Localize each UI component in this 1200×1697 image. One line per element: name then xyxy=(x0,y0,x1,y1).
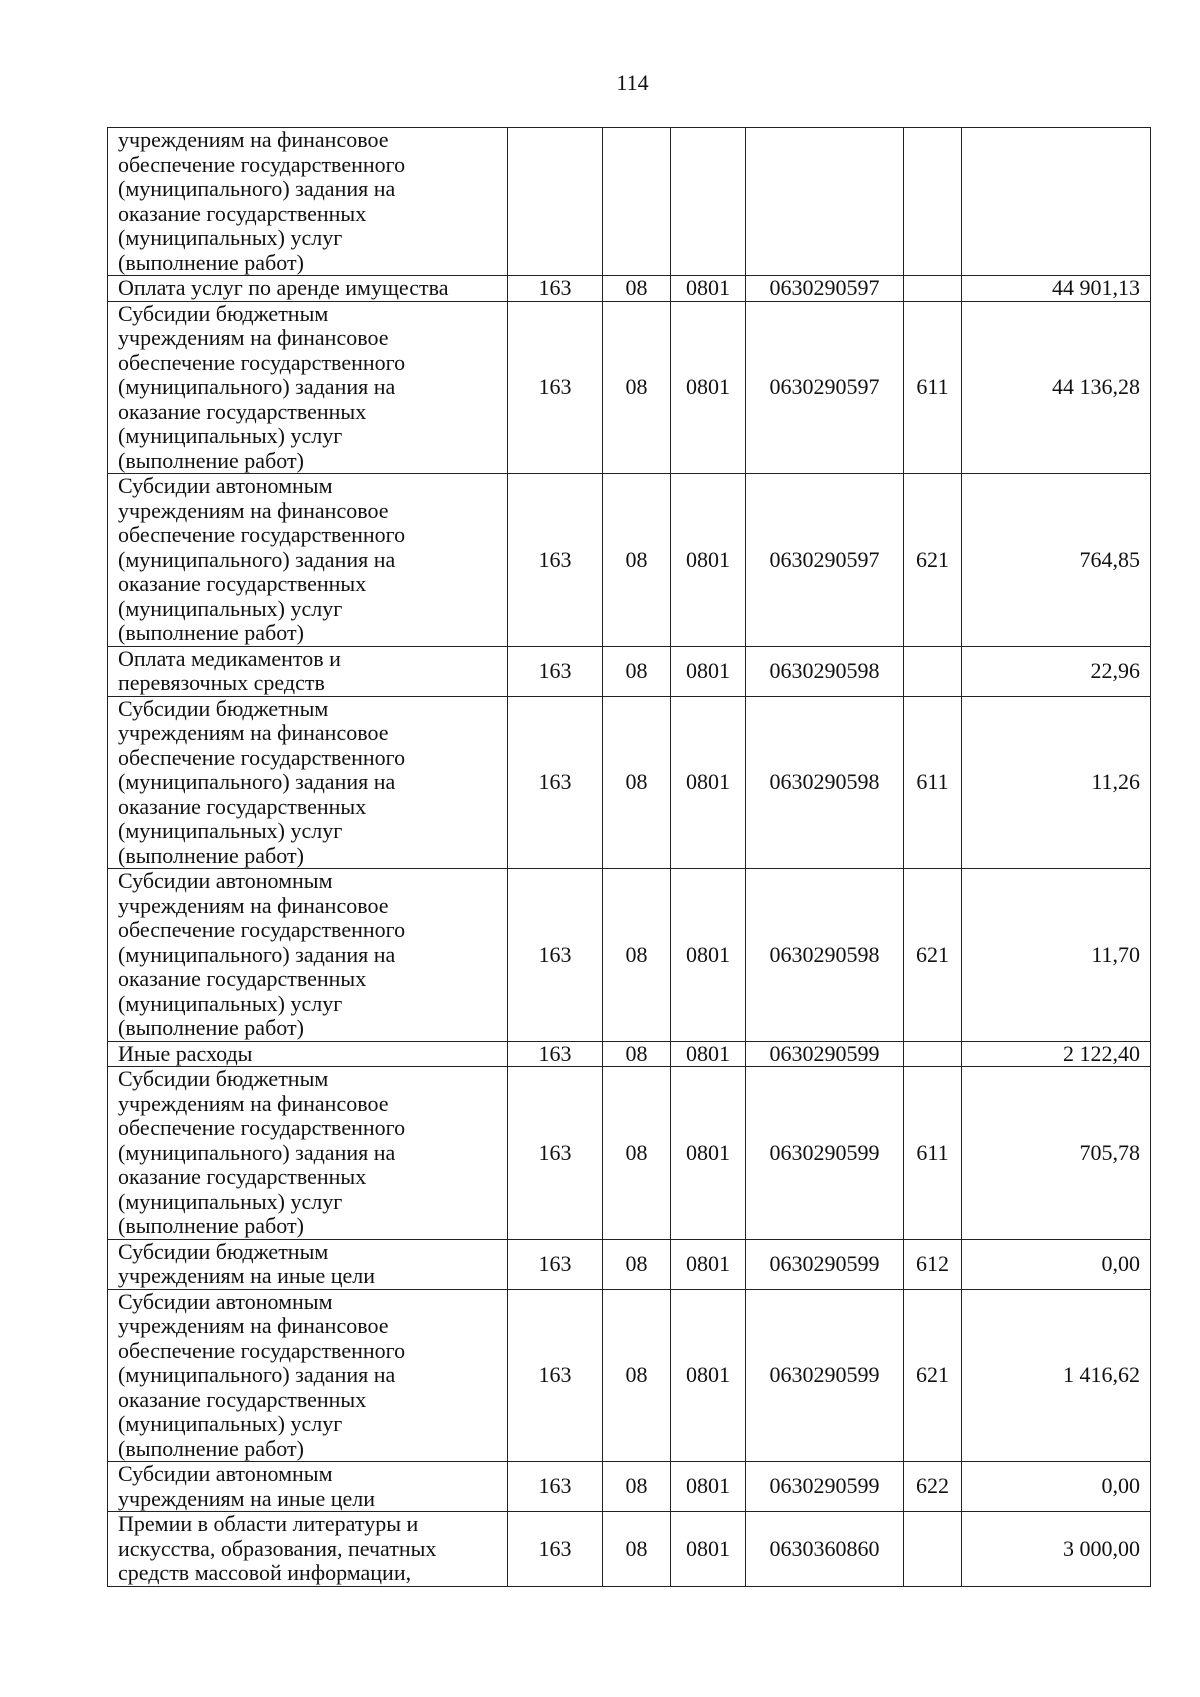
subsection-code: 0801 xyxy=(671,869,746,1042)
target-article-code: 0630290598 xyxy=(746,696,904,869)
amount: 3 000,00 xyxy=(962,1512,1151,1587)
target-article-code: 0630290597 xyxy=(746,276,904,302)
table-row xyxy=(108,696,1151,869)
target-article-code: 0630290598 xyxy=(746,869,904,1042)
row-name: Субсидии бюджетным учреждениям на иные цели xyxy=(108,1239,508,1289)
target-article-code: 0630290599 xyxy=(746,1462,904,1512)
grbs-code: 163 xyxy=(508,301,603,474)
row-name: Оплата медикаментов и перевязочных средств xyxy=(108,646,508,696)
amount: 0,00 xyxy=(962,1239,1151,1289)
subsection-code: 0801 xyxy=(671,1239,746,1289)
expense-type-code xyxy=(904,1041,962,1067)
table-row xyxy=(108,301,1151,474)
grbs-code: 163 xyxy=(508,1067,603,1240)
row-name: Субсидии бюджетным учреждениям на финансовое обеспечение государственного (муниципального) задания на оказание государственных (муниципальных) услуг (выполнение работ) xyxy=(108,301,508,474)
section-code: 08 xyxy=(603,696,671,869)
subsection-code: 0801 xyxy=(671,696,746,869)
section-code: 08 xyxy=(603,1289,671,1462)
subsection-code xyxy=(671,128,746,276)
section-code: 08 xyxy=(603,1462,671,1512)
subsection-code: 0801 xyxy=(671,1289,746,1462)
page-number: 114 xyxy=(616,70,649,95)
grbs-code: 163 xyxy=(508,646,603,696)
grbs-code: 163 xyxy=(508,1289,603,1462)
target-article-code: 0630360860 xyxy=(746,1512,904,1587)
row-name: Субсидии автономным учреждениям на финансовое обеспечение государственного (муниципального) задания на оказание государственных (муниципальных) услуг (выполнение работ) xyxy=(108,1289,508,1462)
table-row xyxy=(108,1239,1151,1289)
subsection-code: 0801 xyxy=(671,646,746,696)
expense-type-code xyxy=(904,276,962,302)
section-code: 08 xyxy=(603,301,671,474)
table-row xyxy=(108,1041,1151,1067)
table-row xyxy=(108,1289,1151,1462)
expense-type-code: 622 xyxy=(904,1462,962,1512)
grbs-code: 163 xyxy=(508,1462,603,1512)
section-code: 08 xyxy=(603,869,671,1042)
row-name: Субсидии автономным учреждениям на финансовое обеспечение государственного (муниципального) задания на оказание государственных (муниципальных) услуг (выполнение работ) xyxy=(108,474,508,647)
table-row xyxy=(108,1512,1151,1587)
grbs-code: 163 xyxy=(508,1041,603,1067)
section-code xyxy=(603,128,671,276)
target-article-code: 0630290599 xyxy=(746,1067,904,1240)
subsection-code: 0801 xyxy=(671,301,746,474)
amount: 2 122,40 xyxy=(962,1041,1151,1067)
grbs-code: 163 xyxy=(508,1239,603,1289)
section-code: 08 xyxy=(603,474,671,647)
amount xyxy=(962,128,1151,276)
table-row xyxy=(108,474,1151,647)
expense-type-code: 611 xyxy=(904,1067,962,1240)
section-code: 08 xyxy=(603,1239,671,1289)
amount: 44 136,28 xyxy=(962,301,1151,474)
table-row xyxy=(108,276,1151,302)
target-article-code xyxy=(746,128,904,276)
expense-type-code: 612 xyxy=(904,1239,962,1289)
grbs-code: 163 xyxy=(508,474,603,647)
expense-type-code: 611 xyxy=(904,696,962,869)
budget-table xyxy=(107,127,1151,1587)
table-row xyxy=(108,646,1151,696)
target-article-code: 0630290599 xyxy=(746,1239,904,1289)
row-name: Субсидии бюджетным учреждениям на финансовое обеспечение государственного (муниципального) задания на оказание государственных (муниципальных) услуг (выполнение работ) xyxy=(108,1067,508,1240)
subsection-code: 0801 xyxy=(671,1041,746,1067)
expense-type-code xyxy=(904,1512,962,1587)
expense-type-code: 621 xyxy=(904,1289,962,1462)
amount: 11,26 xyxy=(962,696,1151,869)
grbs-code xyxy=(508,128,603,276)
expense-type-code: 621 xyxy=(904,474,962,647)
row-name: Оплата услуг по аренде имущества xyxy=(108,276,508,302)
target-article-code: 0630290597 xyxy=(746,301,904,474)
row-name: Субсидии бюджетным учреждениям на финансовое обеспечение государственного (муниципального) задания на оказание государственных (муниципальных) услуг (выполнение работ) xyxy=(108,696,508,869)
row-name: Субсидии автономным учреждениям на иные цели xyxy=(108,1462,508,1512)
row-name: учреждениям на финансовое обеспечение государственного (муниципального) задания на оказание государственных (муниципальных) услуг (выполнение работ) xyxy=(108,128,508,276)
amount: 11,70 xyxy=(962,869,1151,1042)
amount: 1 416,62 xyxy=(962,1289,1151,1462)
expense-type-code xyxy=(904,128,962,276)
amount: 705,78 xyxy=(962,1067,1151,1240)
amount: 0,00 xyxy=(962,1462,1151,1512)
target-article-code: 0630290598 xyxy=(746,646,904,696)
subsection-code: 0801 xyxy=(671,276,746,302)
grbs-code: 163 xyxy=(508,1512,603,1587)
expense-type-code xyxy=(904,646,962,696)
table-row xyxy=(108,128,1151,276)
table-row xyxy=(108,869,1151,1042)
table-row xyxy=(108,1462,1151,1512)
amount: 22,96 xyxy=(962,646,1151,696)
subsection-code: 0801 xyxy=(671,1462,746,1512)
grbs-code: 163 xyxy=(508,276,603,302)
section-code: 08 xyxy=(603,276,671,302)
section-code: 08 xyxy=(603,1512,671,1587)
row-name: Иные расходы xyxy=(108,1041,508,1067)
table-row xyxy=(108,1067,1151,1240)
expense-type-code: 621 xyxy=(904,869,962,1042)
amount: 44 901,13 xyxy=(962,276,1151,302)
amount: 764,85 xyxy=(962,474,1151,647)
target-article-code: 0630290599 xyxy=(746,1041,904,1067)
grbs-code: 163 xyxy=(508,696,603,869)
section-code: 08 xyxy=(603,1067,671,1240)
subsection-code: 0801 xyxy=(671,1512,746,1587)
subsection-code: 0801 xyxy=(671,474,746,647)
section-code: 08 xyxy=(603,1041,671,1067)
subsection-code: 0801 xyxy=(671,1067,746,1240)
grbs-code: 163 xyxy=(508,869,603,1042)
target-article-code: 0630290599 xyxy=(746,1289,904,1462)
row-name: Премии в области литературы и искусства, образования, печатных средств массовой информации, xyxy=(108,1512,508,1587)
expense-type-code: 611 xyxy=(904,301,962,474)
row-name: Субсидии автономным учреждениям на финансовое обеспечение государственного (муниципального) задания на оказание государственных (муниципальных) услуг (выполнение работ) xyxy=(108,869,508,1042)
target-article-code: 0630290597 xyxy=(746,474,904,647)
section-code: 08 xyxy=(603,646,671,696)
